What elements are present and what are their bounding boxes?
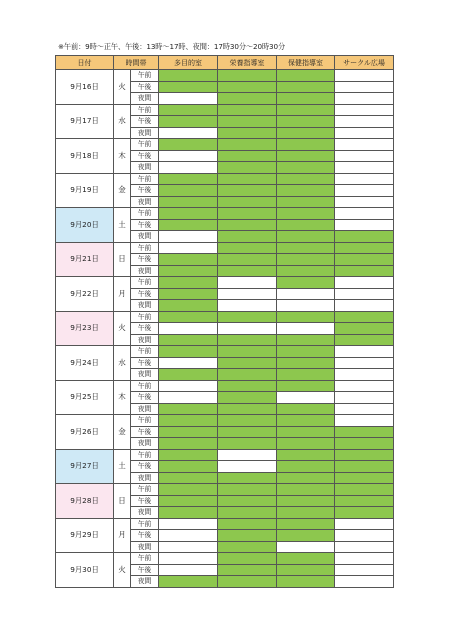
availability-cell-nutrition-room [218,357,277,369]
availability-cell-nutrition-room [218,81,277,93]
availability-cell-circle-plaza [335,150,394,162]
availability-cell-health-room [277,484,335,496]
date-cell: 9月18日 [56,139,114,174]
availability-cell-health-room [277,93,335,105]
time-slot-cell: 夜間 [131,300,159,312]
availability-cell-circle-plaza [335,415,394,427]
availability-cell-nutrition-room [218,242,277,254]
availability-cell-nutrition-room [218,564,277,576]
availability-cell-circle-plaza [335,104,394,116]
availability-cell-multipurpose-room [159,438,218,450]
availability-cell-nutrition-room [218,173,277,185]
header-nutrition-room: 栄養指導室 [218,56,277,70]
time-slot-cell: 夜間 [131,472,159,484]
availability-cell-nutrition-room [218,265,277,277]
availability-cell-multipurpose-room [159,530,218,542]
header-date: 日付 [56,56,114,70]
availability-cell-health-room [277,541,335,553]
availability-cell-health-room [277,219,335,231]
availability-cell-circle-plaza [335,530,394,542]
availability-cell-health-room [277,357,335,369]
availability-cell-multipurpose-room [159,357,218,369]
availability-cell-circle-plaza [335,81,394,93]
availability-cell-multipurpose-room [159,346,218,358]
availability-cell-circle-plaza [335,564,394,576]
availability-cell-health-room [277,530,335,542]
availability-cell-health-room [277,507,335,519]
availability-cell-circle-plaza [335,173,394,185]
availability-cell-nutrition-room [218,415,277,427]
facility-availability-table [55,55,394,588]
availability-cell-multipurpose-room [159,564,218,576]
availability-cell-health-room [277,288,335,300]
availability-cell-multipurpose-room [159,323,218,335]
availability-cell-circle-plaza [335,403,394,415]
availability-cell-health-room [277,415,335,427]
availability-cell-health-room [277,346,335,358]
date-cell: 9月23日 [56,311,114,346]
time-slot-cell: 午前 [131,139,159,151]
availability-cell-nutrition-room [218,231,277,243]
time-slot-cell: 午前 [131,311,159,323]
schedule-row [56,104,394,116]
availability-cell-nutrition-room [218,507,277,519]
date-cell: 9月29日 [56,518,114,553]
availability-cell-multipurpose-room [159,415,218,427]
availability-cell-multipurpose-room [159,196,218,208]
time-slot-cell: 午前 [131,242,159,254]
availability-cell-health-room [277,472,335,484]
availability-cell-nutrition-room [218,288,277,300]
time-slot-note: ※午前：9時～正午、午後：13時～17時、夜間：17時30分～20時30分 [58,42,286,51]
availability-cell-nutrition-room [218,495,277,507]
time-slot-cell: 夜間 [131,93,159,105]
availability-cell-health-room [277,208,335,220]
availability-cell-circle-plaza [335,277,394,289]
availability-cell-multipurpose-room [159,426,218,438]
availability-cell-nutrition-room [218,472,277,484]
time-slot-cell: 午前 [131,277,159,289]
time-slot-cell: 午後 [131,254,159,266]
availability-cell-nutrition-room [218,334,277,346]
availability-cell-health-room [277,265,335,277]
availability-cell-multipurpose-room [159,484,218,496]
schedule-row [56,346,394,358]
date-cell: 9月26日 [56,415,114,450]
date-cell: 9月24日 [56,346,114,381]
availability-cell-nutrition-room [218,139,277,151]
availability-cell-circle-plaza [335,127,394,139]
availability-cell-multipurpose-room [159,242,218,254]
availability-cell-multipurpose-room [159,461,218,473]
availability-cell-circle-plaza [335,449,394,461]
availability-cell-circle-plaza [335,346,394,358]
time-slot-cell: 午後 [131,495,159,507]
availability-cell-circle-plaza [335,254,394,266]
availability-cell-nutrition-room [218,323,277,335]
schedule-row [56,139,394,151]
availability-cell-nutrition-room [218,162,277,174]
availability-cell-health-room [277,449,335,461]
availability-cell-nutrition-room [218,461,277,473]
availability-cell-multipurpose-room [159,495,218,507]
time-slot-cell: 午後 [131,116,159,128]
time-slot-cell: 夜間 [131,265,159,277]
availability-cell-health-room [277,576,335,588]
availability-cell-nutrition-room [218,403,277,415]
time-slot-cell: 午前 [131,346,159,358]
time-slot-cell: 午後 [131,150,159,162]
availability-cell-health-room [277,300,335,312]
availability-cell-multipurpose-room [159,219,218,231]
availability-cell-health-room [277,81,335,93]
availability-cell-multipurpose-room [159,162,218,174]
availability-cell-multipurpose-room [159,392,218,404]
availability-cell-circle-plaza [335,541,394,553]
availability-cell-circle-plaza [335,576,394,588]
weekday-cell: 火 [114,553,131,588]
availability-cell-multipurpose-room [159,553,218,565]
availability-cell-health-room [277,173,335,185]
availability-cell-health-room [277,277,335,289]
weekday-cell: 水 [114,104,131,139]
schedule-row [56,415,394,427]
availability-cell-multipurpose-room [159,139,218,151]
time-slot-cell: 午後 [131,461,159,473]
availability-cell-nutrition-room [218,392,277,404]
time-slot-cell: 夜間 [131,541,159,553]
schedule-row [56,277,394,289]
availability-cell-nutrition-room [218,104,277,116]
availability-cell-health-room [277,334,335,346]
availability-cell-multipurpose-room [159,104,218,116]
availability-cell-circle-plaza [335,219,394,231]
weekday-cell: 木 [114,139,131,174]
availability-cell-health-room [277,553,335,565]
availability-cell-multipurpose-room [159,518,218,530]
availability-cell-circle-plaza [335,288,394,300]
schedule-row [56,449,394,461]
availability-cell-multipurpose-room [159,93,218,105]
availability-cell-nutrition-room [218,449,277,461]
time-slot-cell: 午後 [131,185,159,197]
availability-cell-nutrition-room [218,70,277,82]
availability-cell-nutrition-room [218,541,277,553]
time-slot-cell: 午後 [131,81,159,93]
time-slot-cell: 午後 [131,323,159,335]
availability-cell-circle-plaza [335,185,394,197]
weekday-cell: 日 [114,242,131,277]
time-slot-cell: 午前 [131,380,159,392]
availability-cell-multipurpose-room [159,288,218,300]
time-slot-cell: 午前 [131,208,159,220]
time-slot-cell: 午前 [131,415,159,427]
availability-cell-circle-plaza [335,380,394,392]
time-slot-cell: 夜間 [131,162,159,174]
availability-cell-circle-plaza [335,438,394,450]
availability-cell-multipurpose-room [159,311,218,323]
time-slot-cell: 午後 [131,530,159,542]
weekday-cell: 日 [114,484,131,519]
availability-cell-circle-plaza [335,196,394,208]
availability-cell-multipurpose-room [159,81,218,93]
availability-cell-health-room [277,104,335,116]
header-circle-plaza: サークル広場 [335,56,394,70]
availability-cell-circle-plaza [335,392,394,404]
weekday-cell: 金 [114,415,131,450]
availability-cell-multipurpose-room [159,369,218,381]
availability-cell-nutrition-room [218,530,277,542]
availability-cell-circle-plaza [335,208,394,220]
availability-cell-health-room [277,518,335,530]
availability-cell-multipurpose-room [159,185,218,197]
time-slot-cell: 夜間 [131,196,159,208]
availability-cell-circle-plaza [335,334,394,346]
availability-cell-nutrition-room [218,369,277,381]
weekday-cell: 土 [114,208,131,243]
time-slot-cell: 午後 [131,288,159,300]
availability-cell-multipurpose-room [159,150,218,162]
weekday-cell: 火 [114,70,131,105]
availability-cell-multipurpose-room [159,231,218,243]
availability-cell-circle-plaza [335,357,394,369]
availability-cell-nutrition-room [218,254,277,266]
date-cell: 9月16日 [56,70,114,105]
availability-cell-health-room [277,380,335,392]
availability-cell-circle-plaza [335,495,394,507]
availability-cell-nutrition-room [218,426,277,438]
availability-cell-health-room [277,139,335,151]
availability-cell-health-room [277,127,335,139]
availability-cell-circle-plaza [335,93,394,105]
header-health-room: 保健指導室 [277,56,335,70]
availability-cell-circle-plaza [335,518,394,530]
schedule-row [56,484,394,496]
time-slot-cell: 夜間 [131,507,159,519]
date-cell: 9月25日 [56,380,114,415]
schedule-row [56,173,394,185]
availability-cell-circle-plaza [335,265,394,277]
availability-cell-nutrition-room [218,219,277,231]
availability-cell-multipurpose-room [159,449,218,461]
availability-cell-multipurpose-room [159,277,218,289]
availability-cell-nutrition-room [218,346,277,358]
time-slot-cell: 夜間 [131,369,159,381]
date-cell: 9月20日 [56,208,114,243]
availability-cell-circle-plaza [335,162,394,174]
time-slot-cell: 午前 [131,484,159,496]
availability-cell-nutrition-room [218,518,277,530]
availability-cell-multipurpose-room [159,541,218,553]
schedule-row [56,70,394,82]
availability-cell-nutrition-room [218,127,277,139]
availability-cell-circle-plaza [335,426,394,438]
availability-cell-health-room [277,254,335,266]
availability-cell-nutrition-room [218,196,277,208]
time-slot-cell: 午後 [131,564,159,576]
availability-cell-circle-plaza [335,139,394,151]
availability-cell-circle-plaza [335,311,394,323]
time-slot-cell: 午前 [131,449,159,461]
date-cell: 9月27日 [56,449,114,484]
date-cell: 9月17日 [56,104,114,139]
weekday-cell: 火 [114,311,131,346]
time-slot-cell: 夜間 [131,403,159,415]
availability-cell-health-room [277,196,335,208]
availability-cell-multipurpose-room [159,300,218,312]
header-row [56,56,394,70]
availability-cell-multipurpose-room [159,265,218,277]
time-slot-cell: 夜間 [131,438,159,450]
availability-cell-health-room [277,426,335,438]
availability-cell-nutrition-room [218,150,277,162]
time-slot-cell: 夜間 [131,576,159,588]
time-slot-cell: 午前 [131,518,159,530]
availability-cell-circle-plaza [335,323,394,335]
availability-cell-multipurpose-room [159,254,218,266]
availability-cell-health-room [277,150,335,162]
availability-cell-multipurpose-room [159,380,218,392]
availability-cell-circle-plaza [335,484,394,496]
availability-cell-health-room [277,392,335,404]
weekday-cell: 木 [114,380,131,415]
date-cell: 9月28日 [56,484,114,519]
availability-cell-health-room [277,242,335,254]
schedule-row [56,553,394,565]
weekday-cell: 水 [114,346,131,381]
date-cell: 9月22日 [56,277,114,312]
schedule-row [56,380,394,392]
availability-cell-circle-plaza [335,70,394,82]
availability-cell-health-room [277,231,335,243]
availability-cell-health-room [277,461,335,473]
availability-cell-nutrition-room [218,484,277,496]
weekday-cell: 金 [114,173,131,208]
availability-cell-health-room [277,403,335,415]
availability-cell-circle-plaza [335,553,394,565]
availability-cell-health-room [277,564,335,576]
schedule-row [56,242,394,254]
schedule-row [56,311,394,323]
time-slot-cell: 午前 [131,173,159,185]
availability-cell-nutrition-room [218,311,277,323]
schedule-row [56,518,394,530]
availability-cell-nutrition-room [218,93,277,105]
time-slot-cell: 午後 [131,357,159,369]
availability-cell-health-room [277,185,335,197]
availability-cell-multipurpose-room [159,334,218,346]
availability-cell-nutrition-room [218,277,277,289]
availability-cell-multipurpose-room [159,576,218,588]
schedule-row [56,208,394,220]
availability-cell-circle-plaza [335,369,394,381]
availability-cell-health-room [277,369,335,381]
time-slot-cell: 午後 [131,219,159,231]
availability-cell-multipurpose-room [159,127,218,139]
availability-cell-health-room [277,162,335,174]
availability-cell-health-room [277,495,335,507]
date-cell: 9月19日 [56,173,114,208]
availability-cell-nutrition-room [218,553,277,565]
weekday-cell: 土 [114,449,131,484]
availability-cell-health-room [277,116,335,128]
availability-cell-health-room [277,323,335,335]
availability-cell-circle-plaza [335,472,394,484]
availability-cell-nutrition-room [218,438,277,450]
weekday-cell: 月 [114,518,131,553]
time-slot-cell: 夜間 [131,231,159,243]
availability-cell-nutrition-room [218,576,277,588]
availability-cell-multipurpose-room [159,472,218,484]
availability-cell-multipurpose-room [159,208,218,220]
weekday-cell: 月 [114,277,131,312]
availability-cell-circle-plaza [335,300,394,312]
header-multipurpose-room: 多目的室 [159,56,218,70]
time-slot-cell: 午後 [131,426,159,438]
availability-cell-health-room [277,70,335,82]
availability-cell-multipurpose-room [159,507,218,519]
availability-cell-multipurpose-room [159,116,218,128]
availability-cell-multipurpose-room [159,70,218,82]
date-cell: 9月30日 [56,553,114,588]
time-slot-cell: 午後 [131,392,159,404]
availability-cell-multipurpose-room [159,173,218,185]
availability-cell-circle-plaza [335,507,394,519]
time-slot-cell: 午前 [131,104,159,116]
availability-cell-multipurpose-room [159,403,218,415]
availability-cell-circle-plaza [335,242,394,254]
availability-cell-nutrition-room [218,185,277,197]
availability-cell-health-room [277,438,335,450]
availability-cell-circle-plaza [335,461,394,473]
date-cell: 9月21日 [56,242,114,277]
availability-cell-circle-plaza [335,231,394,243]
availability-cell-nutrition-room [218,300,277,312]
availability-cell-nutrition-room [218,116,277,128]
availability-cell-circle-plaza [335,116,394,128]
time-slot-cell: 午前 [131,70,159,82]
availability-cell-health-room [277,311,335,323]
time-slot-cell: 午前 [131,553,159,565]
time-slot-cell: 夜間 [131,334,159,346]
header-time-slot: 時間帯 [114,56,159,70]
availability-cell-nutrition-room [218,380,277,392]
availability-cell-nutrition-room [218,208,277,220]
time-slot-cell: 夜間 [131,127,159,139]
